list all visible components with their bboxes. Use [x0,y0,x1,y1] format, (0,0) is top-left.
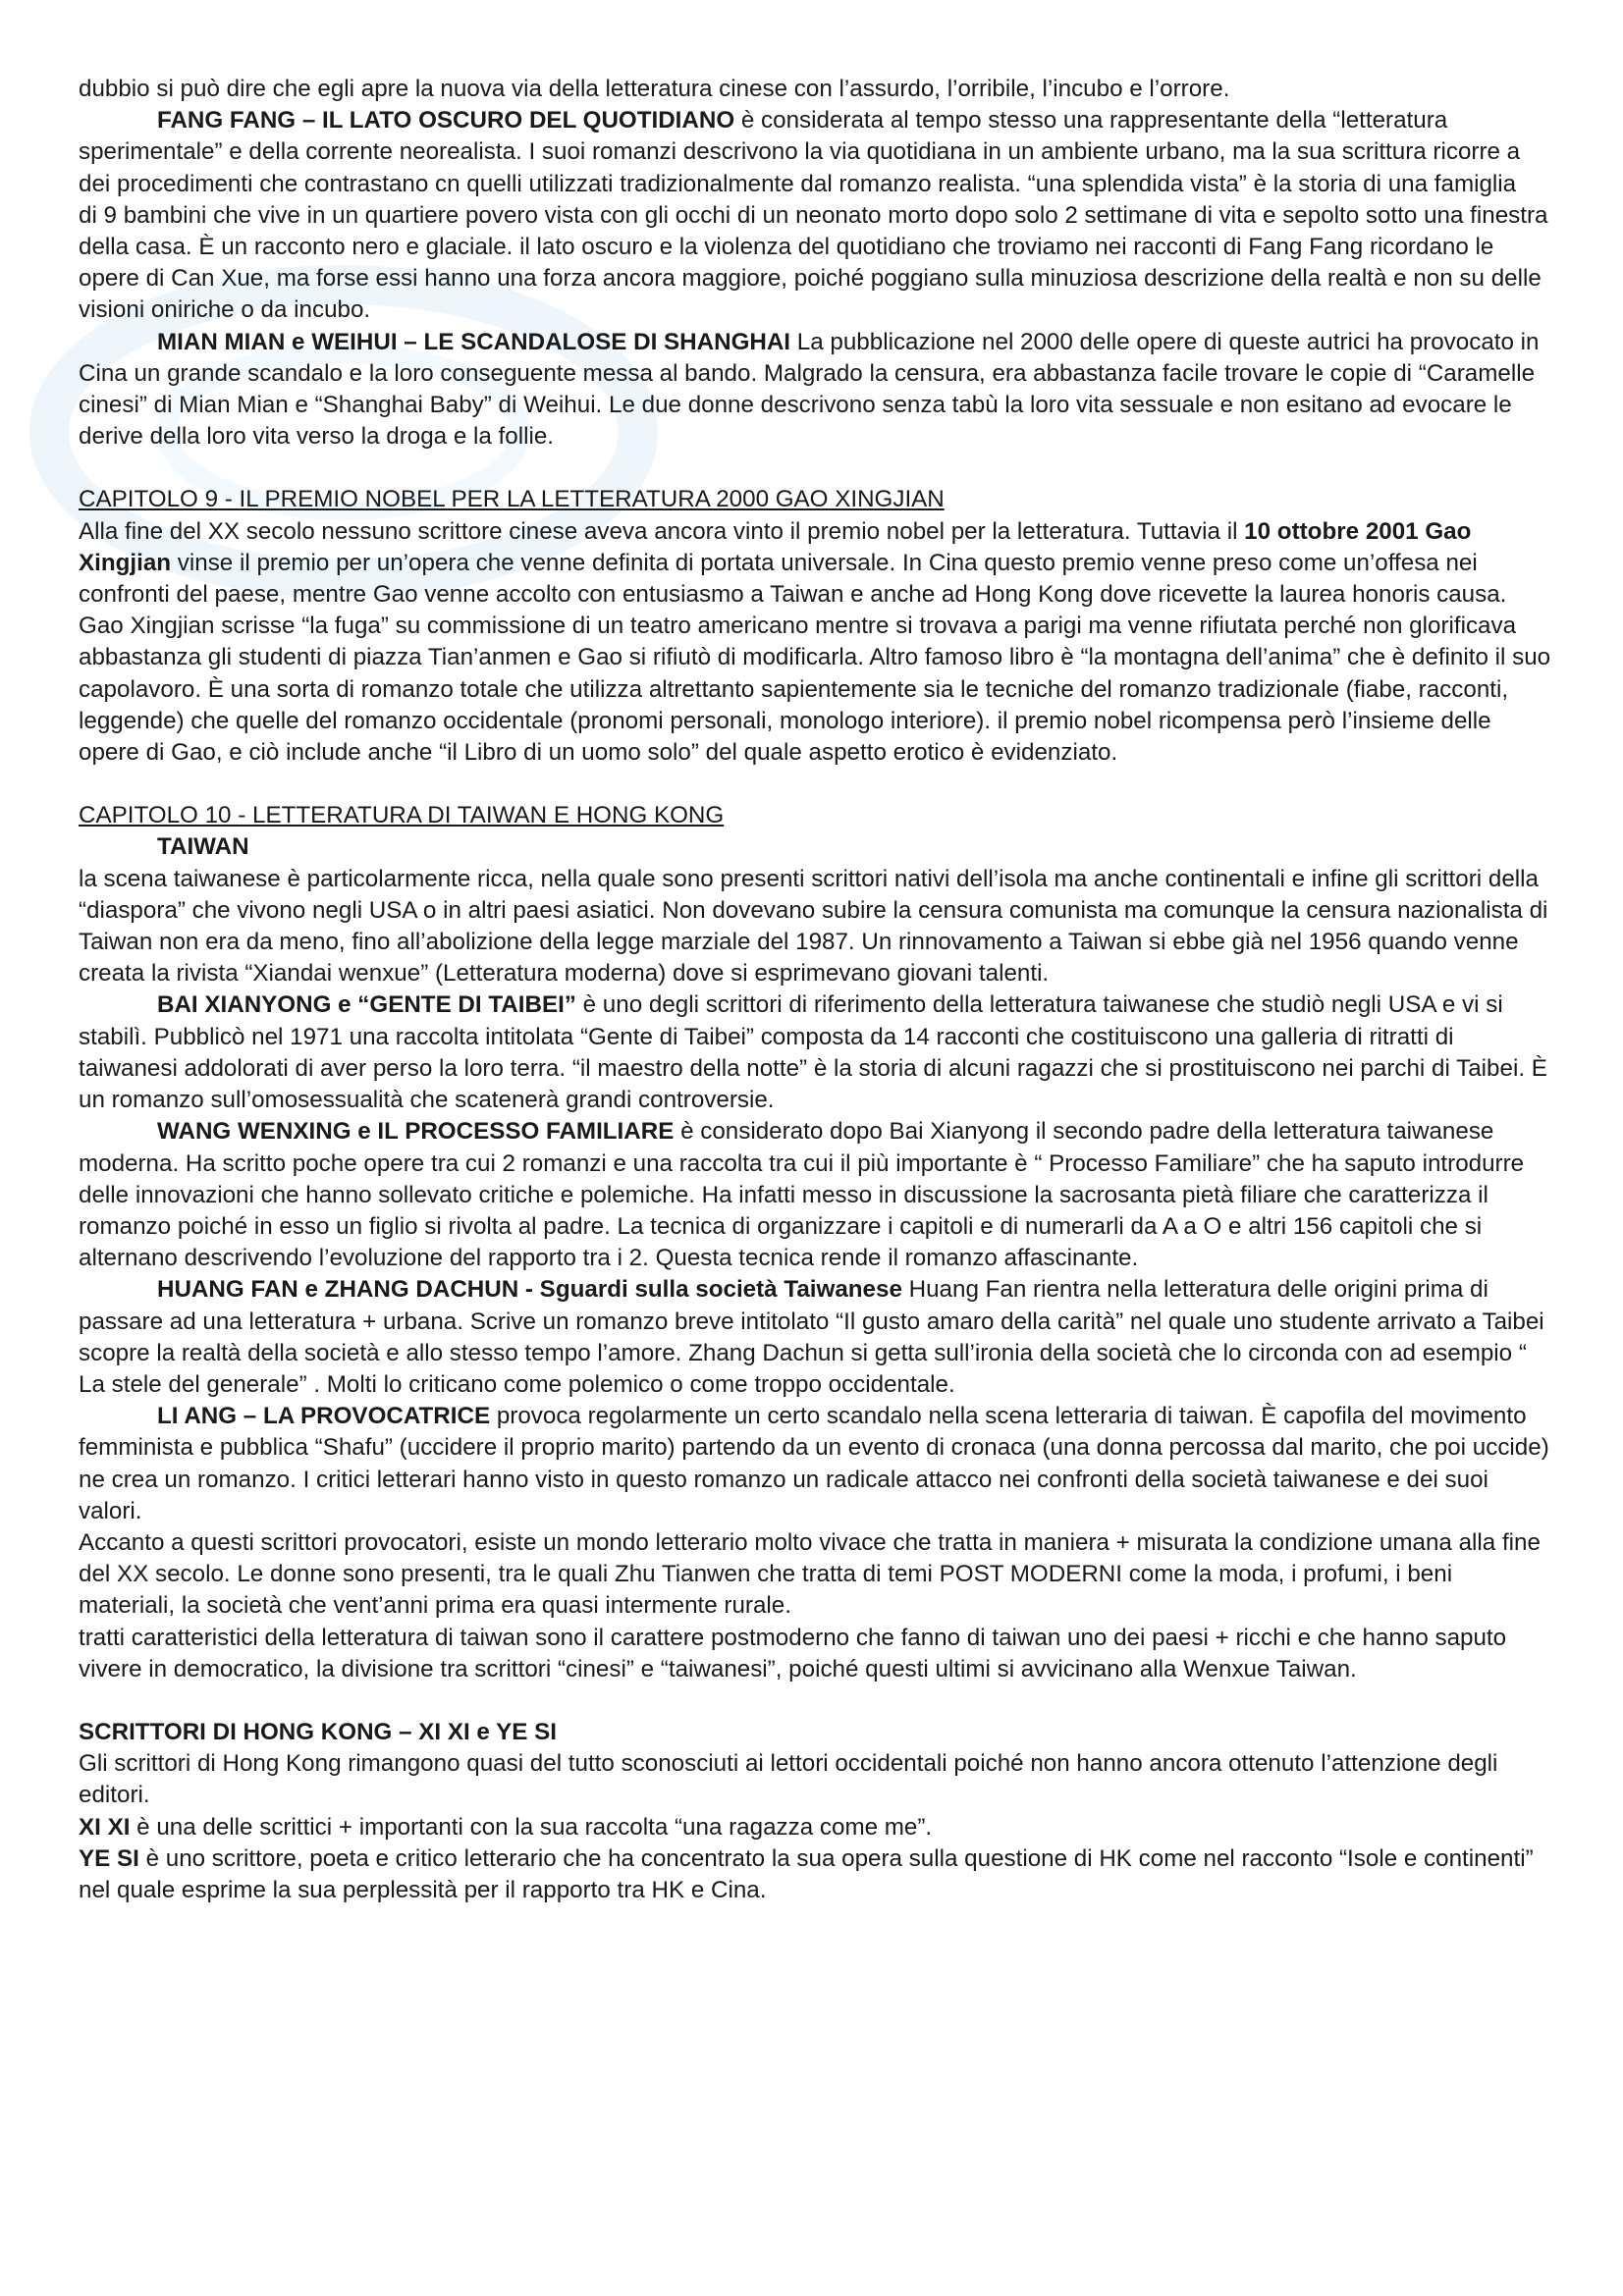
wang-wenxing-text: è considerato dopo Bai Xianyong il secondo padre della letteratura taiwanese moderna. Ha scritto poche opere tra cui 2 romanzi e una raccolta tra cui il più importante è “ Processo Familiare” che ha saputo introdurre delle innovazioni che hanno sollevato critiche e polemiche. Ha infatti messo in discussione la sacrosanta pietà filiare che caratterizza il romanzo poiché in esso un figlio si rivolta al padre. La tecnica di organizzare i capitoli e di numerarli da A a O e altri 156 capitoli che si alternano descrivendo l’evoluzione del rapporto tra i 2. Questa tecnica rende il romanzo affascinante. [79,1118,1525,1272]
section-title-mian-mian: MIAN MIAN e WEIHUI – LE SCANDALOSE DI SHANGHAI [157,328,791,355]
chapter-9-text-a: Alla fine del XX secolo nessuno scrittore cinese aveva ancora vinto il premio nobel per la letteratura. Tuttavia il [79,517,1245,545]
bai-xianyong-text: è uno degli scrittori di riferimento della letteratura taiwanese che studiò negli USA e vi si stabilì. Pubblicò nel 1971 una raccolta intitolata “Gente di Taibei” composta da 14 racconti che costituiscono una galleria di ritratti di taiwanesi addolorati di aver perso la loro terra. “il maestro della notte” è la storia di alcuni ragazzi che si prostituiscono nei parchi di Taibei. È un romanzo sull’omosessualità che scatenerà grandi controversie. [79,991,1547,1114]
paragraph-huang-fan [79,1274,1551,1401]
section-title-hong-kong: SCRITTORI DI HONG KONG – XI XI e YE SI [79,1718,557,1745]
fang-fang-text: è considerata al tempo stesso una rappresentante della “letteratura sperimentale” e della corrente neorealista. I suoi romanzi descrivono la via quotidiana in un ambiente urbano, ma la sua scrittura ricorre a dei procedimenti che contrastano cn quelli utilizzati tradizionalmente dal romanzo realista. “una splendida vista” è la storia di una famiglia [79,107,1521,197]
paragraph-chapter-9 [79,516,1551,770]
paragraph-fang-fang [79,105,1551,200]
ye-si-name: YE SI [79,1844,139,1872]
paragraph-intro-end: dubbio si può dire che egli apre la nuova via della letteratura cinese con l’assurdo, l’orribile, l’incubo e l’orrore. [79,76,1230,102]
section-title-li-ang: LI ANG – LA PROVOCATRICE [157,1403,491,1430]
paragraph-li-ang [79,1401,1551,1527]
section-title-fang-fang: FANG FANG – IL LATO OSCURO DEL QUOTIDIANO [157,107,735,134]
paragraph-bai-xianyong [79,989,1551,1116]
chapter-9-heading: CAPITOLO 9 - IL PREMIO NOBEL PER LA LETTERATURA 2000 GAO XINGJIAN [79,486,945,513]
paragraph-mian-mian [79,327,1551,454]
section-title-wang-wenxing: WANG WENXING e IL PROCESSO FAMILIARE [157,1118,675,1146]
li-ang-text: provoca regolarmente un certo scandalo nella scena letteraria di taiwan. È capofila del movimento femminista e pubblica “Shafu” (uccidere il proprio marito) partendo da un evento di cronaca (una donna percossa dal marito, che poi uccide) ne crea un romanzo. I critici letterari hanno visto in questo romanzo un radicale attacco nei confronti della società taiwanese e dei suoi valori. [79,1403,1549,1524]
section-title-bai-xianyong: BAI XIANYONG e “GENTE DI TAIBEI” [157,991,576,1019]
section-title-huang-fan: HUANG FAN e ZHANG DACHUN - Sguardi sulla società Taiwanese [157,1276,902,1304]
document-page [79,74,1551,1906]
paragraph-fang-fang-cont: di 9 bambini che vive in un quartiere povero vista con gli occhi di un neonato morto dopo solo 2 settimane di vita e sepolto sotto una finestra della casa. È un racconto nero e glaciale. il lato oscuro e la violenza del quotidiano che troviamo nei racconti di Fang Fang ricordano le opere di Can Xue, ma forse essi hanno una forza ancora maggiore, poiché poggiano sulla minuziosa descrizione della realtà e non su delle visioni oniriche o da incubo. [79,201,1548,324]
chapter-9-bold-date: 10 ottobre 2001 Gao Xingjian [79,517,1472,576]
paragraph-accanto: Accanto a questi scrittori provocatori, esiste un mondo letterario molto vivace che tratta in maniera + misurata la condizione umana alla fine del XX secolo. Le donne sono presenti, tra le quali Zhu Tianwen che tratta di temi POST MODERNI come la moda, i profumi, i beni materiali, la società che vent’anni prima era quasi intermente rurale. [79,1528,1541,1620]
xi-xi-name: XI XI [79,1813,131,1841]
paragraph-taiwan: la scena taiwanese è particolarmente ricca, nella quale sono presenti scrittori nativi dell’isola ma anche continentali e infine gli scrittori della “diaspora” che vivono negli USA o in altri paesi asiatici. Non dovevano subire la censura comunista ma comunque la censura nazionalista di Taiwan non era da meno, fino all’abolizione della legge marziale del 1987. Un rinnovamento a Taiwan si ebbe già nel 1956 quando venne creata la rivista “Xiandai wenxue” (Letteratura moderna) dove si esprimevano giovani talenti. [79,865,1548,988]
huang-fan-text: Huang Fan rientra nella letteratura delle origini prima di passare ad una letteratura + urbana. Scrive un romanzo breve intitolato “Il gusto amaro della carità” nel quale uno studente arrivato a Taibei scopre la realtà della società e allo stesso tempo l’amore. Zhang Dachun si getta sull’ironia della società che lo circonda con ad esempio “ La stele del generale” . Molti lo criticano come polemico o come troppo occidentale. [79,1276,1544,1398]
xi-xi-text: è una delle scrittici + importanti con la sua raccolta “una ragazza come me”. [130,1813,933,1841]
paragraph-hong-kong: Gli scrittori di Hong Kong rimangono quasi del tutto sconosciuti ai lettori occidentali poiché non hanno ancora ottenuto l’attenzione degli editori. [79,1750,1498,1809]
ye-si-text: è uno scrittore, poeta e critico letterario che ha concentrato la sua opera sulla questione di HK come nel racconto “Isole e continenti” nel quale esprime la sua perplessità per il rapporto tra HK e Cina. [79,1844,1534,1903]
paragraph-wang-wenxing [79,1116,1551,1274]
mian-mian-text: La pubblicazione nel 2000 delle opere di queste autrici ha provocato in Cina un grande scandalo e la loro conseguente messa al bando. Malgrado la censura, era abbastanza facile trovare le copie di “Caramelle cinesi” di Mian Mian e “Shanghai Baby” di Weihui. Le due donne descrivono senza tabù la loro vita sessuale e non esitano ad evocare le derive della loro vita verso la droga e la follie. [79,328,1540,451]
paragraph-ye-si [79,1843,1551,1906]
chapter-9-text-b: vinse il premio per un’opera che venne definita di portata universale. In Cina questo premio venne preso come un’offesa nei confronti del paese, mentre Gao venne accolto con entusiasmo a Taiwan e anche ad Hong Kong dove ricevette la laurea honoris causa. Gao Xingjian scrisse “la fuga” su commissione di un teatro americano mentre si trovava a parigi ma venne rifiutata perché non glorificava abbastanza gli studenti di piazza Tian’anmen e Gao si rifiutò di modificarla. Altro famoso libro è “la montagna dell’anima” che è definito il suo capolavoro. È una sorta di romanzo totale che utilizza altrettanto sapientemente sia le tecniche del romanzo tradizionale (fiabe, racconti, leggende) che quelle del romanzo occidentale (pronomi personali, monologo interiore). il premio nobel ricompensa però l’insieme delle opere di Gao, e ciò include anche “il Libro di un uomo solo” del quale aspetto erotico è evidenziato. [79,549,1551,767]
paragraph-tratti: tratti caratteristici della letteratura di taiwan sono il carattere postmoderno che fanno di taiwan uno dei paesi + ricchi e che hanno saputo vivere in democratico, la divisione tra scrittori “cinesi” e “taiwanesi”, poiché questi ultimi si avvicinano alla Wenxue Taiwan. [79,1624,1507,1682]
paragraph-xi-xi [79,1812,1551,1843]
chapter-10-heading: CAPITOLO 10 - LETTERATURA DI TAIWAN E HONG KONG [79,802,725,829]
section-title-taiwan: TAIWAN [157,833,249,861]
